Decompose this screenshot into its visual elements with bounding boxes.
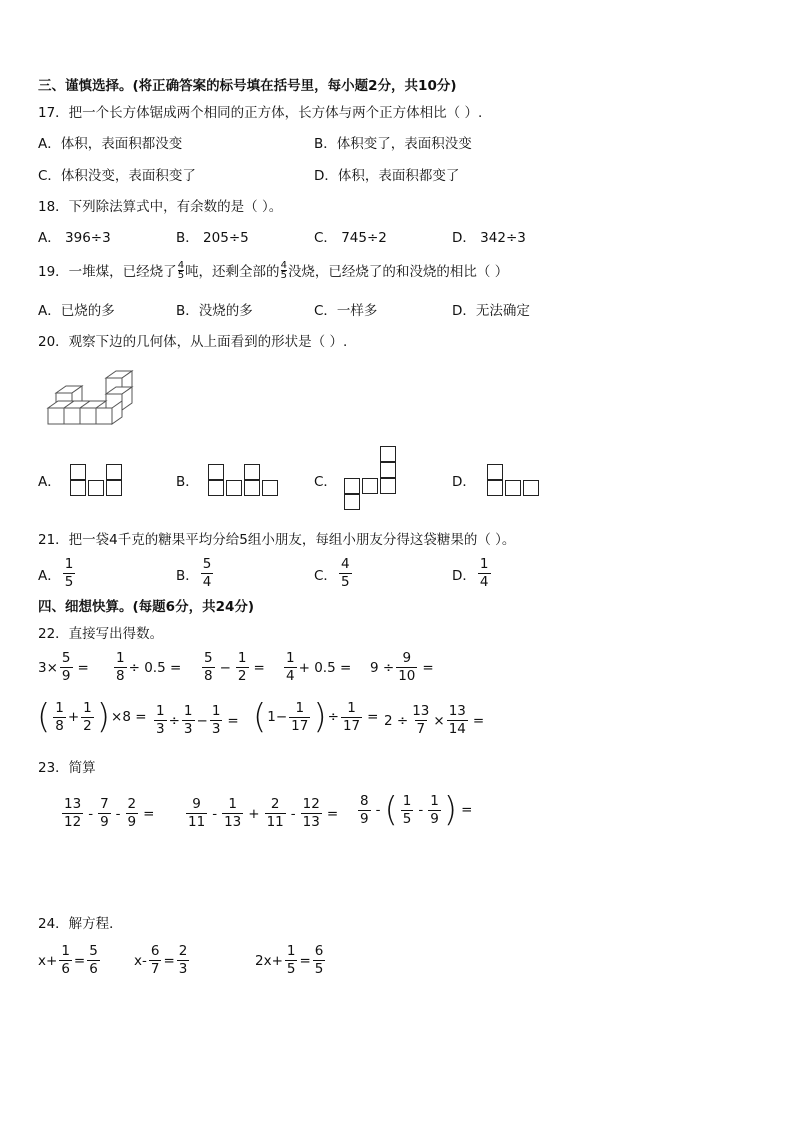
question-23-text: 23．简算 [38,760,96,776]
shape-cell [70,480,86,496]
shape-cell [88,480,104,496]
shape-cell [70,464,86,480]
q22-expression-2: $\frac{1}{8}$ ÷ 0.5 = [116,650,182,684]
q19-fraction-2: 4 5 [280,259,287,281]
q23-expression-2: $\frac{9}{11}$ - $\frac{1}{13}$ + $\frac{2}{11}$ - $\frac{12}{13}$ = [188,796,339,830]
q18-option-d[interactable]: D． 342÷3 [452,230,526,246]
q22-expression-6: ( $\frac{1}{8}$ + $\frac{1}{2}$ ) ×8 = [37,697,147,737]
q19-option-d[interactable]: D．无法确定 [452,303,530,319]
q17-option-d[interactable]: D．体积，表面积都变了 [314,168,460,184]
section-3-title: 三、谨慎选择。(将正确答案的标号填在括号里，每小题2分，共10分) [38,78,457,94]
shape-cell [208,464,224,480]
q22-expression-4: $\frac{1}{4}$ + 0.5 = [286,650,352,684]
shape-cell [487,480,503,496]
q20-option-c[interactable]: C． [314,474,337,490]
q19-text-part3: 没烧，已经烧了的和没烧的相比（ ） [287,264,509,280]
q20-option-c-shape [344,446,398,510]
q22-expression-7: $\frac{1}{3}$ ÷ $\frac{1}{3}$ − $\frac{1}{3}$ = [156,703,239,737]
q17-option-b[interactable]: B．体积变了，表面积没变 [314,136,472,152]
shape-cell [487,464,503,480]
q18-option-a[interactable]: A． 396÷3 [38,230,111,246]
q21-option-d[interactable]: D． $\frac{1}{4}$ [452,556,489,590]
q21-option-b[interactable]: B． $\frac{5}{4}$ [176,556,212,590]
q17-option-a[interactable]: A．体积，表面积都没变 [38,136,183,152]
q19-option-c[interactable]: C．一样多 [314,303,378,319]
q20-option-a[interactable]: A． [38,474,61,490]
q20-option-d[interactable]: D． [452,474,476,490]
question-21-text: 21．把一袋4千克的糖果平均分给5组小朋友，每组小朋友分得这袋糖果的（ ）。 [38,532,516,548]
question-24-text: 24．解方程． [38,916,123,932]
q19-option-b[interactable]: B．没烧的多 [176,303,253,319]
shape-cell [380,462,396,478]
q22-expression-3: $\frac{5}{8}$ − $\frac{1}{2}$ = [204,650,265,684]
shape-cell [362,478,378,494]
q21-option-a[interactable]: A． $\frac{1}{5}$ [38,556,74,590]
shape-cell [244,480,260,496]
q21-option-c-fraction: $\frac{4}{5}$ [340,556,350,590]
shape-cell [106,464,122,480]
q22-expression-9: 2 ÷ $\frac{13}{7}$ × $\frac{13}{14}$ = [384,703,485,737]
q21-option-d-fraction: $\frac{1}{4}$ [479,556,489,590]
shape-cell [505,480,521,496]
q21-option-c[interactable]: C． $\frac{4}{5}$ [314,556,350,590]
q19-fraction-1: 4 5 [177,259,185,281]
q20-option-d-shape [487,464,541,496]
shape-cell [244,464,260,480]
shape-cell [226,480,242,496]
shape-cell [262,480,278,496]
shape-cell [344,494,360,510]
q23-expression-3: $\frac{8}{9}$ - ( $\frac{1}{5}$ - $\frac{1}{9}$ ) = [360,790,473,830]
q22-expression-8: ( 1− $\frac{1}{17}$ ) ÷ $\frac{1}{17}$ = [253,697,379,737]
q22-expression-5: 9 ÷ $\frac{9}{10}$ = [370,650,434,684]
q20-option-b-shape [208,464,280,496]
q19-text-part1: 19．一堆煤，已经烧了 [38,264,177,280]
question-17-text: 17．把一个长方体锯成两个相同的正方体，长方体与两个正方体相比（ ）. [38,105,483,121]
q24-equation-1: x+ $\frac{1}{6}$ = $\frac{5}{6}$ [38,943,98,977]
q23-expression-1: $\frac{13}{12}$ - $\frac{7}{9}$ - $\frac{2}{9}$ = [64,796,155,830]
q20-option-a-shape [70,464,124,496]
shape-cell [208,480,224,496]
q22-expression-1: 3× $\frac{5}{9}$ = [38,650,89,684]
section-4-title: 四、细想快算。(每题6分，共24分) [38,599,255,615]
question-18-text: 18．下列除法算式中，有余数的是（ ）。 [38,199,283,215]
q17-option-c[interactable]: C．体积没变，表面积变了 [38,168,196,184]
shape-cell [380,446,396,462]
q19-text-part2: 吨，还剩全部的 [185,264,280,280]
q21-option-b-fraction: $\frac{5}{4}$ [202,556,212,590]
q19-option-a[interactable]: A．已烧的多 [38,303,115,319]
q21-option-a-fraction: $\frac{1}{5}$ [64,556,74,590]
question-19-text [38,260,508,280]
q24-equation-2: x- $\frac{6}{7}$ = $\frac{2}{3}$ [134,943,188,977]
question-20-text: 20．观察下边的几何体，从上面看到的形状是（ ）. [38,334,348,350]
shape-cell [344,478,360,494]
q24-equation-3: 2x+ $\frac{1}{5}$ = $\frac{6}{5}$ [255,943,324,977]
q20-solid-figure [44,368,136,434]
shape-cell [380,478,396,494]
shape-cell [106,480,122,496]
q20-option-b[interactable]: B． [176,474,199,490]
shape-cell [523,480,539,496]
question-22-text: 22．直接写出得数。 [38,626,164,642]
q18-option-b[interactable]: B． 205÷5 [176,230,249,246]
q18-option-c[interactable]: C． 745÷2 [314,230,387,246]
